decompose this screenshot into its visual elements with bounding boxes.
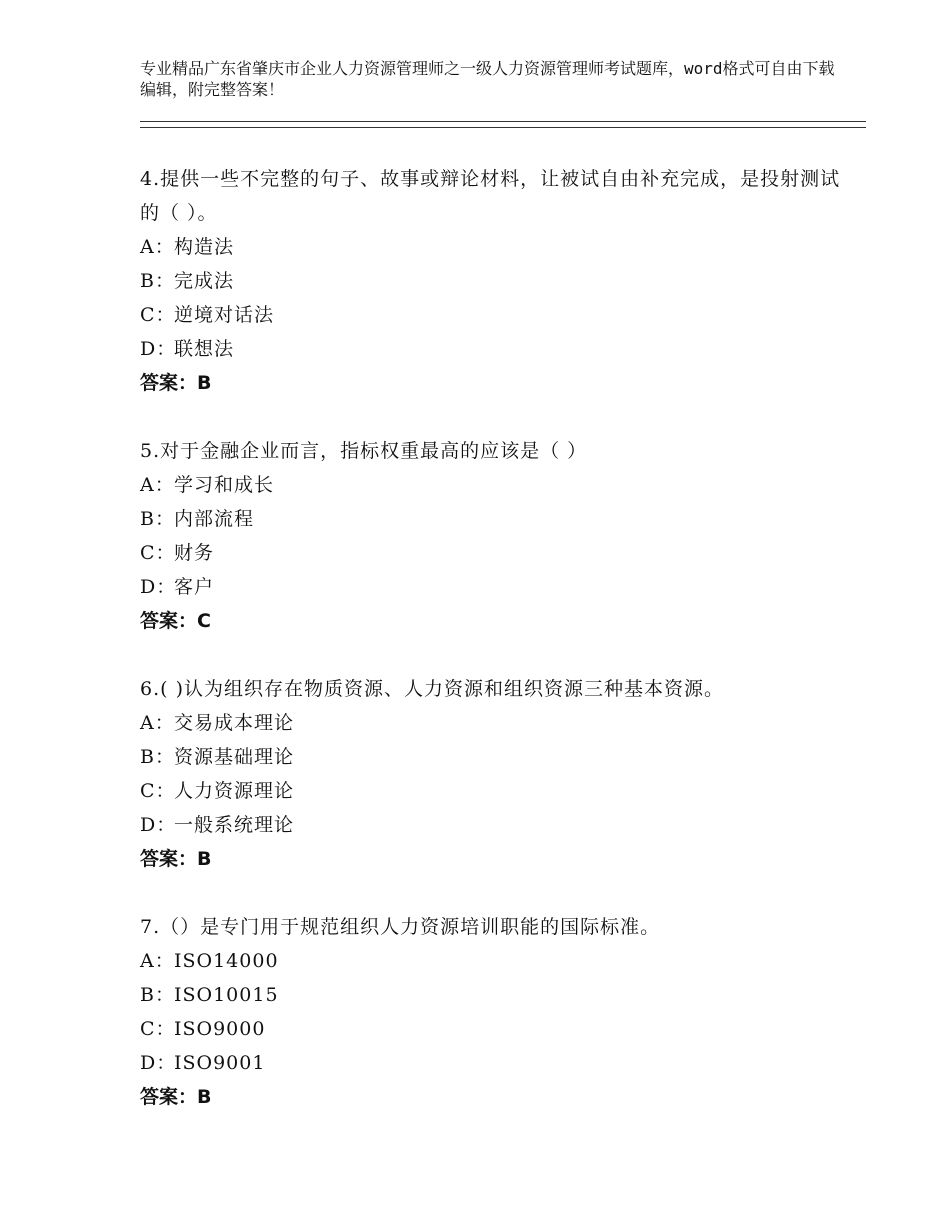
question-item xyxy=(140,672,860,876)
option-key: D： xyxy=(140,1052,177,1074)
option-a xyxy=(140,944,860,978)
option-b xyxy=(140,264,860,298)
option-key: B： xyxy=(140,746,175,768)
option-key: A： xyxy=(140,236,175,258)
option-b xyxy=(140,740,860,774)
option-text: ISO10015 xyxy=(174,984,279,1006)
option-key: D： xyxy=(140,814,177,836)
option-text: 学习和成长 xyxy=(174,474,275,496)
option-c xyxy=(140,774,860,808)
option-key: C： xyxy=(140,304,176,326)
question-stem: 6.( )认为组织存在物质资源、人力资源和组织资源三种基本资源。 xyxy=(140,678,724,700)
option-key: C： xyxy=(140,1018,176,1040)
option-key: A： xyxy=(140,950,175,972)
answer-line: 答案：B xyxy=(140,372,212,394)
question-item xyxy=(140,910,860,1114)
header-divider xyxy=(140,121,866,128)
option-key: C： xyxy=(140,542,176,564)
question-item xyxy=(140,434,860,638)
option-d xyxy=(140,570,860,604)
question-list xyxy=(140,162,860,1148)
option-text: 联想法 xyxy=(174,338,235,360)
option-d xyxy=(140,808,860,842)
option-text: 内部流程 xyxy=(174,508,255,530)
option-c xyxy=(140,536,860,570)
option-c xyxy=(140,1012,860,1046)
option-text: 人力资源理论 xyxy=(174,780,295,802)
question-item xyxy=(140,162,860,400)
option-text: 交易成本理论 xyxy=(174,712,295,734)
option-text: 逆境对话法 xyxy=(174,304,275,326)
answer-line: 答案：B xyxy=(140,848,212,870)
option-a xyxy=(140,230,860,264)
option-key: A： xyxy=(140,712,175,734)
question-stem: 4.提供一些不完整的句子、故事或辩论材料，让被试自由补充完成，是投射测试 的（ ）。 xyxy=(140,168,841,224)
option-c xyxy=(140,298,860,332)
option-d xyxy=(140,332,860,366)
question-stem: 7.（）是专门用于规范组织人力资源培训职能的国际标准。 xyxy=(140,916,661,938)
option-key: D： xyxy=(140,576,177,598)
document-header xyxy=(140,58,840,100)
option-key: C： xyxy=(140,780,176,802)
option-text: ISO9001 xyxy=(174,1052,266,1074)
option-text: 资源基础理论 xyxy=(174,746,295,768)
answer-line: 答案：C xyxy=(140,610,211,632)
option-b xyxy=(140,502,860,536)
option-text: 客户 xyxy=(174,576,215,598)
option-key: B： xyxy=(140,984,175,1006)
option-text: 完成法 xyxy=(174,270,235,292)
option-a xyxy=(140,468,860,502)
option-text: 构造法 xyxy=(174,236,235,258)
option-key: B： xyxy=(140,508,175,530)
answer-line: 答案：B xyxy=(140,1086,212,1108)
header-title: 专业精品广东省肇庆市企业人力资源管理师之一级人力资源管理师考试题库，word格式可自由下载编辑，附完整答案！ xyxy=(140,59,835,99)
option-text: ISO9000 xyxy=(174,1018,266,1040)
option-key: D： xyxy=(140,338,177,360)
option-key: B： xyxy=(140,270,175,292)
option-key: A： xyxy=(140,474,175,496)
option-text: ISO14000 xyxy=(174,950,279,972)
option-a xyxy=(140,706,860,740)
option-text: 一般系统理论 xyxy=(174,814,295,836)
question-stem: 5.对于金融企业而言，指标权重最高的应该是（ ） xyxy=(140,440,588,462)
option-b xyxy=(140,978,860,1012)
option-d xyxy=(140,1046,860,1080)
option-text: 财务 xyxy=(174,542,215,564)
